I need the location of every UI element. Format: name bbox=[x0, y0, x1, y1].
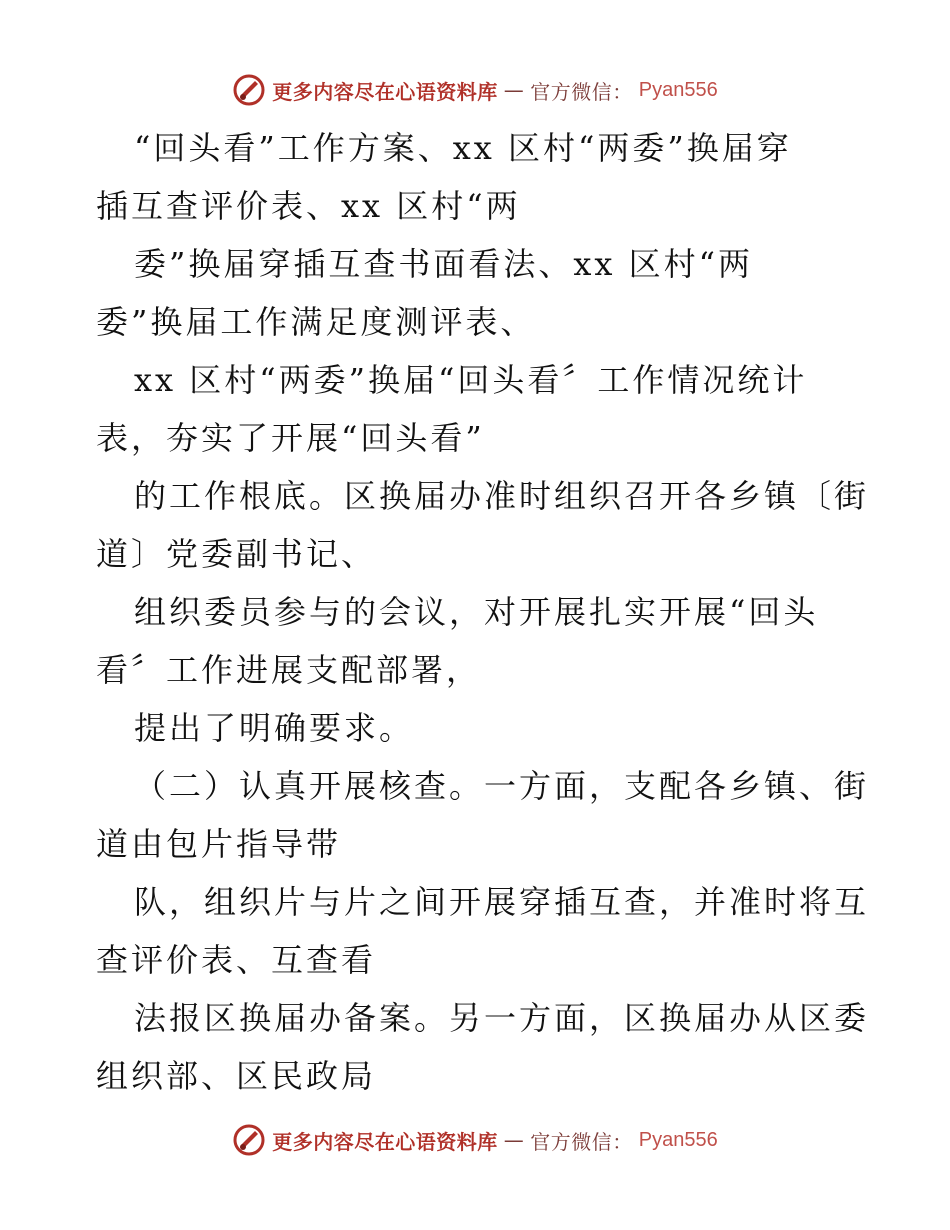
paragraph-line: 组织部、区民政局 bbox=[96, 1057, 377, 1095]
watermark-wechat-label: 官方微信： bbox=[530, 79, 633, 104]
paragraph-line: 队，组织片与片之间开展穿插互查，并准时将互 bbox=[134, 883, 870, 921]
paragraph-line: 委”换届穿插互查书面看法、xx 区村“两 bbox=[134, 245, 753, 283]
brand-logo-icon bbox=[232, 1123, 266, 1157]
paragraph-line: 的工作根底。区换届办准时组织召开各乡镇〔街 bbox=[134, 477, 870, 515]
brand-logo-icon bbox=[232, 73, 266, 107]
paragraph-line: “回头看”工作方案、xx 区村“两委”换届穿 bbox=[134, 129, 792, 167]
paragraph-line: 提出了明确要求。 bbox=[134, 709, 415, 747]
paragraph-line: 查评价表、互查看 bbox=[96, 941, 377, 979]
watermark-site-text: 更多内容尽在心语资料库 bbox=[272, 79, 498, 104]
paragraph-line: 组织委员参与的会议，对开展扎实开展“回头 bbox=[134, 593, 819, 631]
paragraph-line: 插互查评价表、xx 区村“两 bbox=[96, 187, 521, 225]
watermark-separator: — bbox=[503, 1128, 525, 1152]
footer-watermark bbox=[0, 1120, 950, 1160]
header-watermark bbox=[0, 70, 950, 110]
paragraph-line: 法报区换届办备案。另一方面，区换届办从区委 bbox=[134, 999, 870, 1037]
watermark-site-text: 更多内容尽在心语资料库 bbox=[272, 1129, 498, 1154]
watermark-wechat-id: Pyan556 bbox=[638, 78, 718, 101]
paragraph-line: xx 区村“两委”换届“回头看〞工作情况统计 bbox=[134, 361, 808, 399]
paragraph-line: （二）认真开展核查。一方面，支配各乡镇、街 bbox=[134, 767, 870, 805]
paragraph-line: 委”换届工作满足度测评表、 bbox=[96, 303, 536, 341]
watermark-wechat-label: 官方微信： bbox=[530, 1129, 633, 1154]
watermark-wechat-id: Pyan556 bbox=[638, 1128, 718, 1151]
paragraph-line: 道〕党委副书记、 bbox=[96, 535, 377, 573]
paragraph-line: 看〞工作进展支配部署， bbox=[96, 651, 482, 689]
watermark-separator: — bbox=[503, 78, 525, 102]
paragraph-line: 表，夯实了开展“回头看” bbox=[96, 419, 485, 457]
paragraph-line: 道由包片指导带 bbox=[96, 825, 342, 863]
